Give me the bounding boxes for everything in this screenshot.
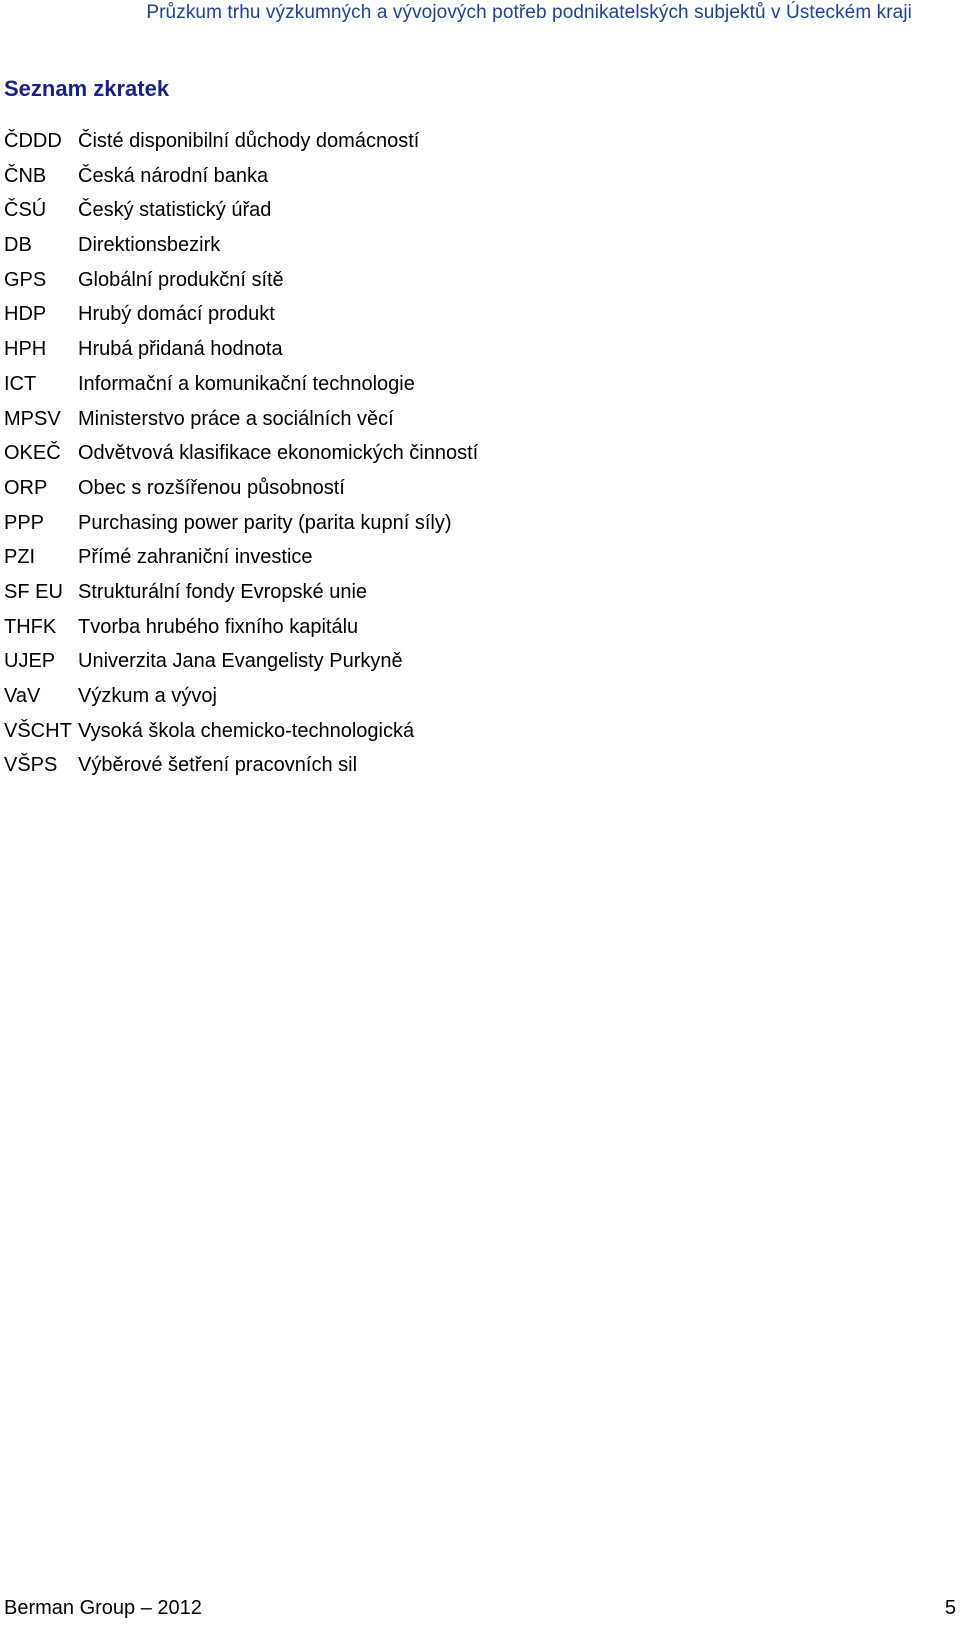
abbreviation-definition: Obec s rozšířenou působností <box>78 476 345 499</box>
abbreviation-row <box>4 130 478 165</box>
abbreviation-term: THFK <box>4 615 57 638</box>
abbreviation-definition: Česká národní banka <box>78 164 269 187</box>
abbreviation-definition: Výběrové šetření pracovních sil <box>78 754 358 777</box>
abbreviation-definition: Odvětvová klasifikace ekonomických činností <box>78 442 479 465</box>
abbreviation-row <box>4 720 478 755</box>
abbreviation-term: MPSV <box>4 407 61 430</box>
abbreviation-row <box>4 373 478 408</box>
abbreviation-term: VaV <box>4 685 41 707</box>
abbreviation-definition: Purchasing power parity (parita kupní síly) <box>78 511 452 534</box>
abbreviation-list <box>4 130 478 789</box>
abbreviation-definition: Globální produkční sítě <box>78 268 284 291</box>
abbreviation-row <box>4 442 478 477</box>
abbreviation-term: ORP <box>4 476 48 499</box>
abbreviation-definition: Strukturální fondy Evropské unie <box>78 580 368 603</box>
abbreviation-row <box>4 616 478 651</box>
abbreviation-row <box>4 408 478 443</box>
abbreviation-definition: Direktionsbezirk <box>78 234 221 257</box>
abbreviation-term: VŠPS <box>4 754 58 777</box>
abbreviation-row <box>4 303 478 338</box>
section-title: Seznam zkratek <box>4 76 170 101</box>
abbreviation-term: VŠCHT <box>4 719 72 742</box>
abbreviation-term: DB <box>4 234 32 257</box>
abbreviation-row <box>4 581 478 616</box>
abbreviation-term: HPH <box>4 338 47 361</box>
abbreviation-definition: Hrubá přidaná hodnota <box>78 338 283 361</box>
abbreviation-term: ICT <box>4 372 37 395</box>
abbreviation-row <box>4 546 478 581</box>
abbreviation-term: HDP <box>4 303 47 326</box>
abbreviation-row <box>4 685 478 720</box>
abbreviation-definition: Ministerstvo práce a sociálních věcí <box>78 407 394 430</box>
abbreviation-definition: Český statistický úřad <box>78 199 272 222</box>
abbreviation-definition: Univerzita Jana Evangelisty Purkyně <box>78 650 403 673</box>
abbreviation-row <box>4 754 478 789</box>
running-header: Průzkum trhu výzkumných a vývojových potřeb podnikatelských subjektů v Ústeckém kraji <box>146 2 912 23</box>
abbreviation-definition: Informační a komunikační technologie <box>78 372 415 395</box>
abbreviation-row <box>4 269 478 304</box>
abbreviation-term: ČSÚ <box>4 199 47 222</box>
abbreviation-row <box>4 477 478 512</box>
abbreviation-row <box>4 338 478 373</box>
abbreviation-definition: Přímé zahraniční investice <box>78 546 313 569</box>
abbreviation-term: ČNB <box>4 164 47 187</box>
abbreviation-row <box>4 234 478 269</box>
abbreviation-definition: Tvorba hrubého fixního kapitálu <box>78 615 359 638</box>
abbreviation-row <box>4 650 478 685</box>
abbreviation-term: PZI <box>4 546 36 569</box>
abbreviation-definition: Vysoká škola chemicko-technologická <box>78 719 415 742</box>
abbreviation-row <box>4 199 478 234</box>
abbreviation-term: SF EU <box>4 580 63 603</box>
abbreviation-definition: Hrubý domácí produkt <box>78 303 275 326</box>
page-number: 5 <box>944 1597 956 1619</box>
abbreviation-term: GPS <box>4 268 47 291</box>
abbreviation-term: PPP <box>4 511 45 534</box>
abbreviation-row <box>4 165 478 200</box>
abbreviation-term: OKEČ <box>4 442 61 465</box>
abbreviation-term: ČDDD <box>4 130 62 152</box>
page-footer <box>4 1597 956 1625</box>
abbreviation-definition: Čisté disponibilní důchody domácností <box>78 130 420 152</box>
footer-publisher: Berman Group – 2012 <box>4 1597 202 1619</box>
abbreviation-row <box>4 512 478 547</box>
abbreviation-term: UJEP <box>4 650 56 673</box>
abbreviation-definition: Výzkum a vývoj <box>78 685 217 707</box>
